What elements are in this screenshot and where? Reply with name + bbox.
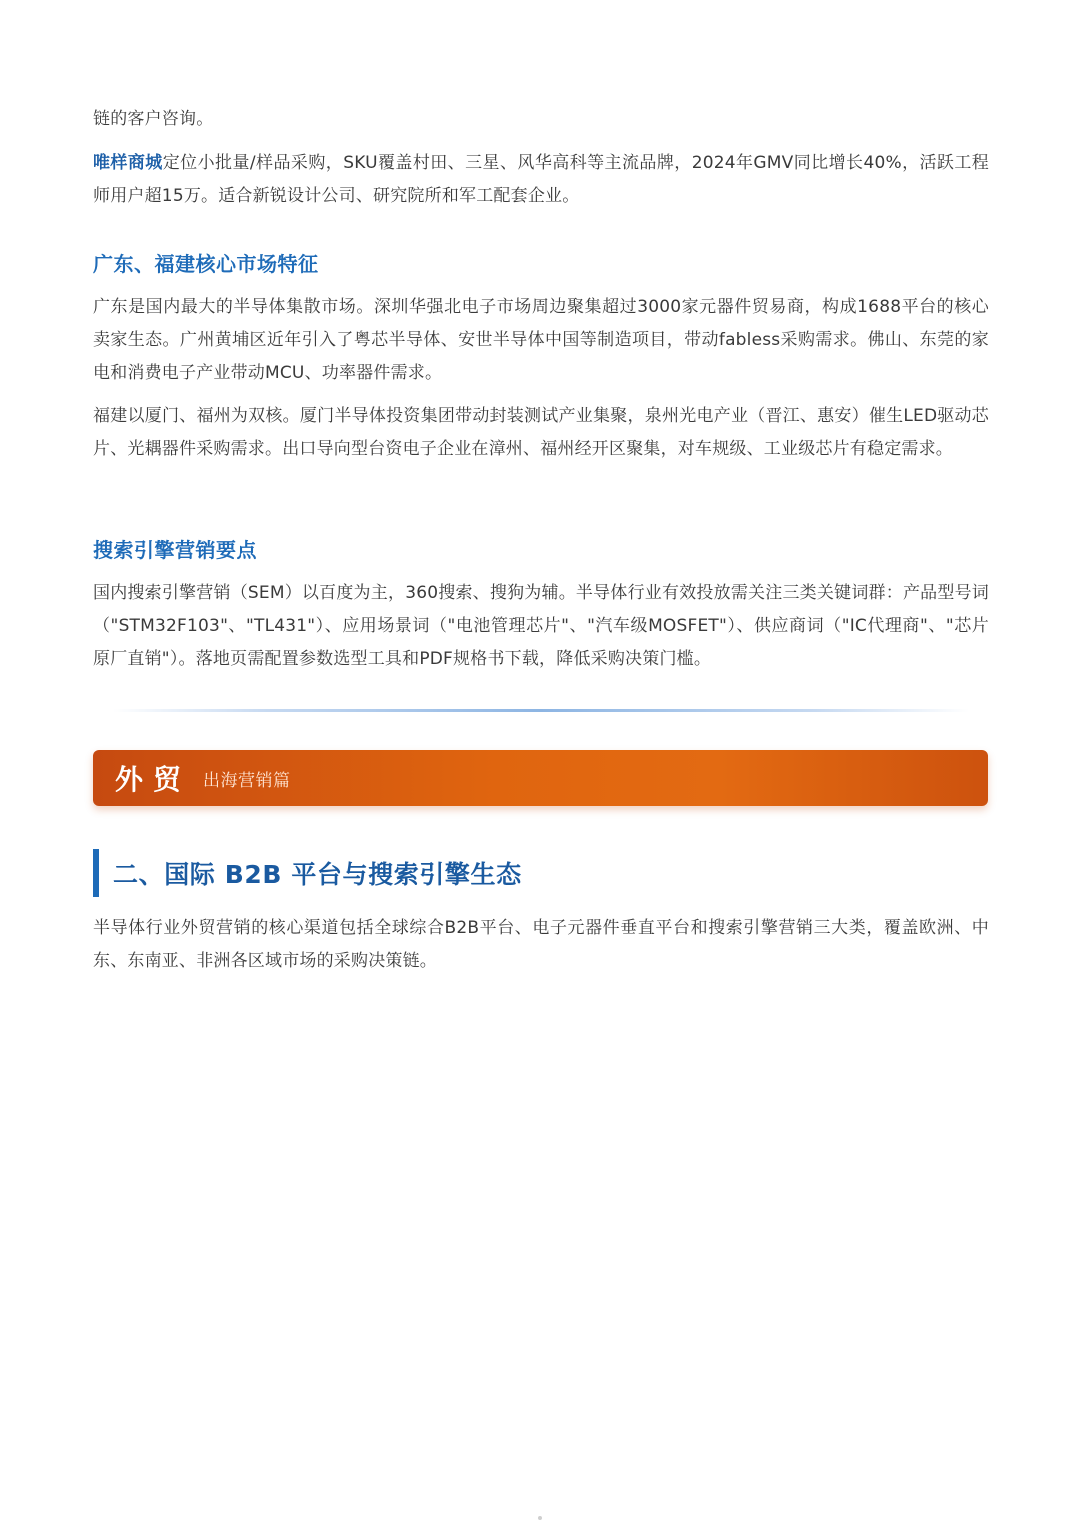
guangdong-fujian-heading: 广东、福建核心市场特征 xyxy=(93,252,319,276)
foreign-trade-banner xyxy=(93,750,988,806)
international-b2b-heading: 二、国际 B2B 平台与搜索引擎生态 xyxy=(113,860,522,889)
sem-paragraph: 国内搜索引擎营销（SEM）以百度为主，360搜索、搜狗为辅。半导体行业有效投放需关注三类关键词群：产品型号词（"STM32F103"、"TL431"）、应用场景词（"电池管理芯片"、"汽车级MOSFET"）、供应商词（"IC代理商"、"芯片原厂直销"）。落地页需配置参数选型工具和PDF规格书下载，降低采购决策门槛。 xyxy=(93,583,989,669)
banner-subtitle: 出海营销篇 xyxy=(203,770,291,791)
page-indicator-dot xyxy=(538,1516,542,1520)
international-b2b-heading-block xyxy=(93,849,522,897)
international-b2b-paragraph: 半导体行业外贸营销的核心渠道包括全球综合B2B平台、电子元器件垂直平台和搜索引擎营销三大类，覆盖欧洲、中东、东南亚、非洲各区域市场的采购决策链。 xyxy=(93,918,989,971)
fujian-paragraph: 福建以厦门、福州为双核。厦门半导体投资集团带动封装测试产业集聚，泉州光电产业（晋江、惠安）催生LED驱动芯片、光耦器件采购需求。出口导向型台资电子企业在漳州、福州经开区聚集，对车规级、工业级芯片有稳定需求。 xyxy=(93,406,989,459)
section-divider xyxy=(113,709,969,712)
weiyang-description: 定位小批量/样品采购，SKU覆盖村田、三星、风华高科等主流品牌，2024年GMV同比增长40%，活跃工程师用户超15万。适合新锐设计公司、研究院所和军工配套企业。 xyxy=(93,153,989,206)
guangdong-paragraph: 广东是国内最大的半导体集散市场。深圳华强北电子市场周边聚集超过3000家元器件贸易商，构成1688平台的核心卖家生态。广州黄埔区近年引入了粤芯半导体、安世半导体中国等制造项目，带动fabless采购需求。佛山、东莞的家电和消费电子产业带动MCU、功率器件需求。 xyxy=(93,297,989,383)
sem-heading: 搜索引擎营销要点 xyxy=(93,538,257,562)
banner-title: 外贸 xyxy=(115,763,192,796)
weiyang-paragraph xyxy=(93,147,989,213)
intro-line: 链的客户咨询。 xyxy=(93,109,214,129)
weiyang-brand-name: 唯样商城 xyxy=(93,153,163,173)
